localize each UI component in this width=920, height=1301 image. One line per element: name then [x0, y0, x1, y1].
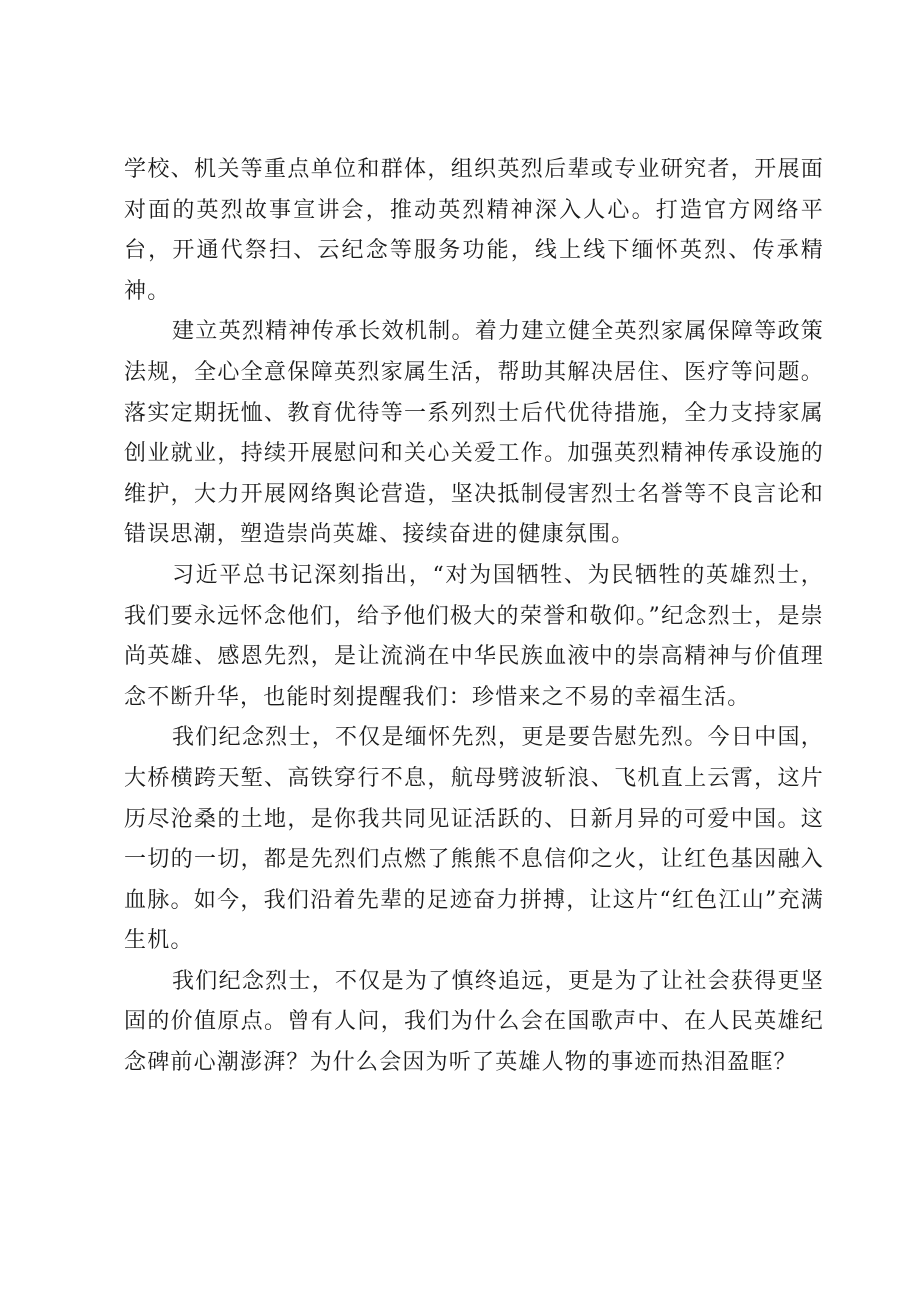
paragraph-value-origin: 我们纪念烈士，不仅是为了慎终追远，更是为了让社会获得更坚固的价值原点。曾有人问，我们为什么会在国歌声中、在人民英雄纪念碑前心潮澎湃？为什么会因为听了英雄人物的事迹而热泪盈眶？	[124, 968, 824, 1076]
paragraph-console-martyrs: 我们纪念烈士，不仅是缅怀先烈，更是要告慰先烈。今日中国，大桥横跨天堑、高铁穿行不息，航母劈波斩浪、飞机直上云霄，这片历尽沧桑的土地，是你我共同见证活跃的、日新月异的可爱中国。这一切的一切，都是先烈们点燃了熊熊不息信仰之火，让红色基因融入血脉。如今，我们沿着先辈的足迹奋力拼搏，让这片“红色江山”充满生机。	[124, 725, 824, 954]
paragraph-mechanism: 建立英烈精神传承长效机制。着力建立健全英烈家属保障等政策法规，全心全意保障英烈家属生活，帮助其解决居住、医疗等问题。落实定期抚恤、教育优待等一系列烈士后代优待措施，全力支持家属创业就业，持续开展慰问和关心关爱工作。加强英烈精神传承设施的维护，大力开展网络舆论营造，坚决抵制侵害烈士名誉等不良言论和错误思潮，塑造崇尚英雄、接续奋进的健康氛围。	[124, 319, 824, 548]
paragraph-quote: 习近平总书记深刻指出，“对为国牺牲、为民牺牲的英雄烈士，我们要永远怀念他们，给予他们极大的荣誉和敬仰。”纪念烈士，是崇尚英雄、感恩先烈，是让流淌在中华民族血液中的崇高精神与价值理念不断升华，也能时刻提醒我们：珍惜来之不易的幸福生活。	[124, 562, 824, 710]
document-body	[124, 150, 824, 1084]
paragraph-continued: 学校、机关等重点单位和群体，组织英烈后辈或专业研究者，开展面对面的英烈故事宣讲会，推动英烈精神深入人心。打造官方网络平台，开通代祭扫、云纪念等服务功能，线上线下缅怀英烈、传承精神。	[124, 157, 824, 304]
